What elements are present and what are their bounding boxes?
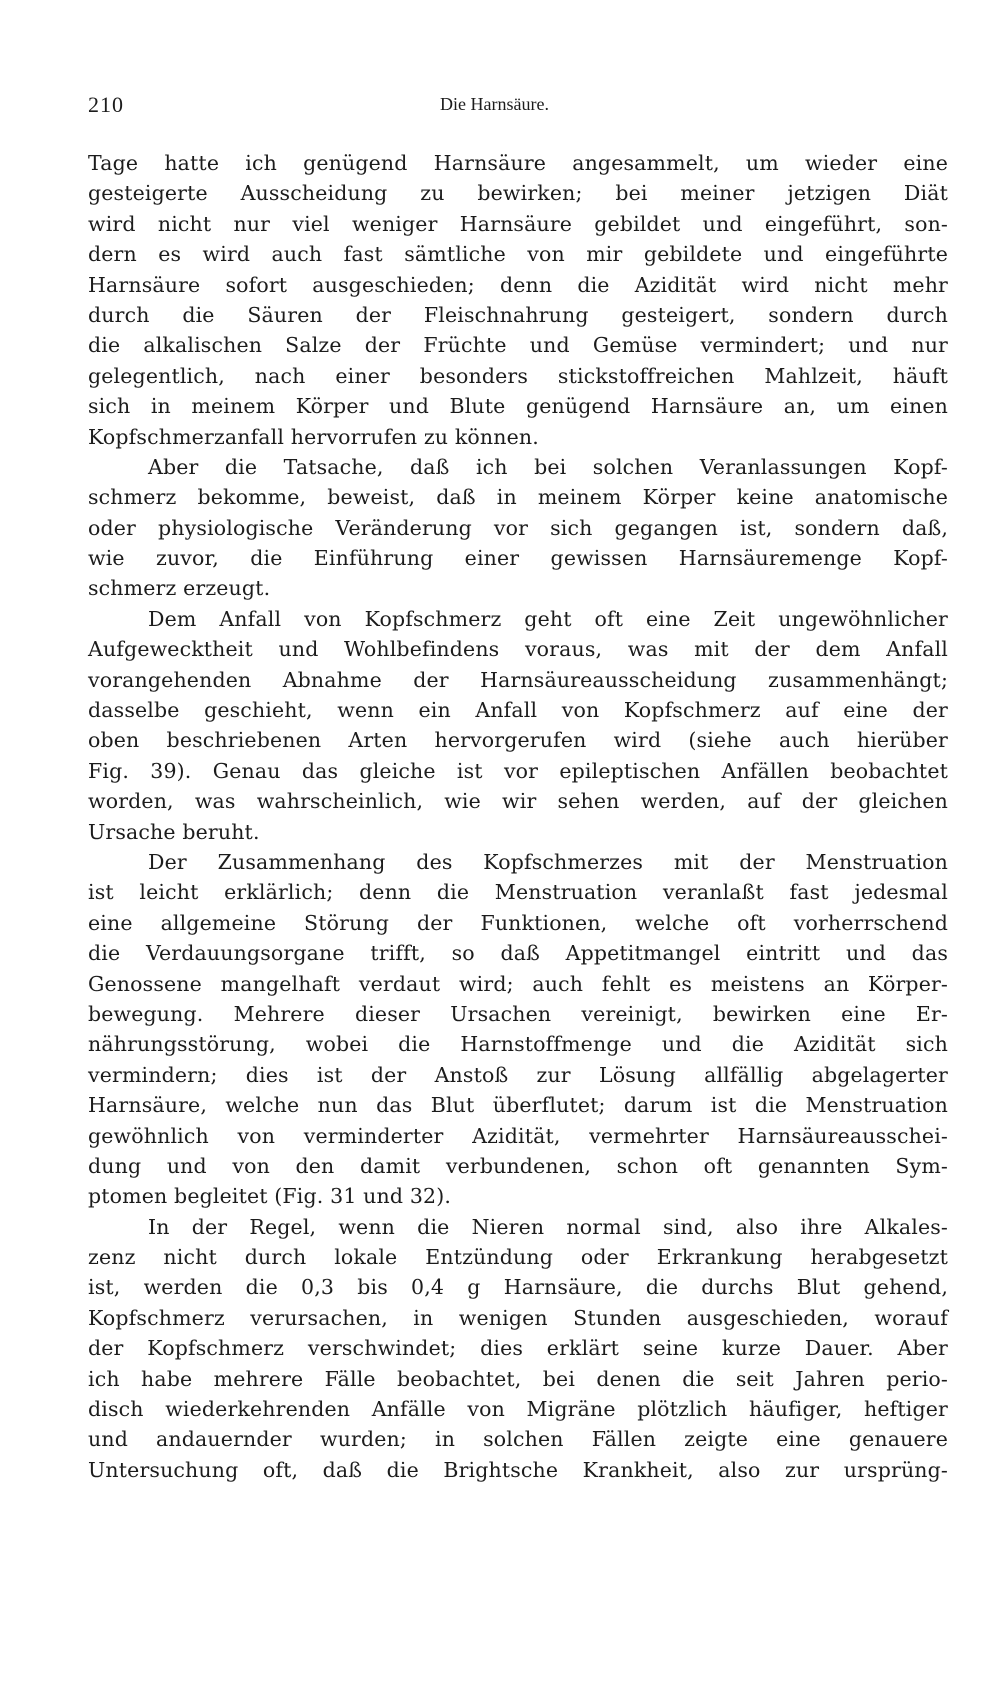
text-line: wie zuvor, die Einführung einer gewissen Harnsäuremenge Kopf- [88,546,948,571]
text-line: vorangehenden Abnahme der Harnsäureausscheidung zusammenhängt; [88,667,948,692]
text-line: Harnsäure, welche nun das Blut überflutet; darum ist die Menstruation [88,1093,948,1118]
text-line: Dem Anfall von Kopfschmerz geht oft eine Zeit ungewöhnlicher [148,606,948,631]
text-line: oben beschriebenen Arten hervorgerufen wird (siehe auch hierüber [88,728,948,753]
text-line: Harnsäure sofort ausgeschieden; denn die Azidität wird nicht mehr [88,272,948,297]
text-line: durch die Säuren der Fleischnahrung gesteigert, sondern durch [88,302,948,327]
text-line: Ursache beruht. [88,819,260,844]
text-line: Der Zusammenhang des Kopfschmerzes mit der Menstruation [148,849,948,874]
text-line: gewöhnlich von verminderter Azidität, vermehrter Harnsäureausschei- [88,1123,948,1148]
page-number: 210 [88,92,124,117]
text-line: oder physiologische Veränderung vor sich gegangen ist, sondern daß, [88,515,948,540]
text-line: bewegung. Mehrere dieser Ursachen vereinigt, bewirken eine Er- [88,1001,948,1026]
text-line: Aber die Tatsache, daß ich bei solchen Veranlassungen Kopf- [148,454,948,479]
paragraph [88,1212,948,1486]
paragraph [88,604,948,847]
paragraph [88,148,948,452]
text-line: ist, werden die 0,3 bis 0,4 g Harnsäure, die durchs Blut gehend, [88,1275,948,1300]
text-line: sich in meinem Körper und Blute genügend Harnsäure an, um einen [88,394,948,419]
paragraph [88,847,948,1212]
text-line: ich habe mehrere Fälle beobachtet, bei denen die seit Jahren perio- [88,1366,948,1391]
text-line: Kopfschmerzanfall hervorrufen zu können. [88,424,539,449]
text-line: zenz nicht durch lokale Entzündung oder Erkrankung herabgesetzt [88,1245,948,1270]
text-line: vermindern; dies ist der Anstoß zur Lösung allfällig abgelagerter [88,1062,948,1087]
text-line: Genossene mangelhaft verdaut wird; auch fehlt es meistens an Körper- [88,971,948,996]
text-line: dung und von den damit verbundenen, schon oft genannten Sym- [88,1153,948,1178]
running-title: Die Harnsäure. [440,94,549,114]
text-line: eine allgemeine Störung der Funktionen, welche oft vorherrschend [88,910,948,935]
text-line: schmerz bekomme, beweist, daß in meinem Körper keine anatomische [88,485,948,510]
page-header [88,92,648,122]
text-line: Aufgewecktheit und Wohlbefindens voraus, was mit der dem Anfall [88,637,948,662]
text-line: Tage hatte ich genügend Harnsäure angesammelt, um wieder eine [88,151,948,175]
text-line: disch wiederkehrenden Anfälle von Migräne plötzlich häufiger, heftiger [88,1397,948,1422]
text-line: die alkalischen Salze der Früchte und Gemüse vermindert; und nur [88,333,948,358]
text-line: worden, was wahrscheinlich, wie wir sehen werden, auf der gleichen [88,789,948,814]
text-line: schmerz erzeugt. [88,576,271,601]
text-line: In der Regel, wenn die Nieren normal sind, also ihre Alkales- [148,1214,948,1239]
text-line: gelegentlich, nach einer besonders stickstoffreichen Mahlzeit, häuft [88,363,948,388]
text-line: Untersuchung oft, daß die Brightsche Krankheit, also zur ursprüng- [88,1457,948,1482]
text-line: dern es wird auch fast sämtliche von mir gebildete und eingeführte [88,242,948,267]
body-text [88,148,948,1485]
text-line: wird nicht nur viel weniger Harnsäure gebildet und eingeführt, son- [88,211,948,236]
text-line: Fig. 39). Genau das gleiche ist vor epileptischen Anfällen beobachtet [88,758,948,783]
text-line: Kopfschmerz verursachen, in wenigen Stunden ausgeschieden, worauf [88,1305,948,1330]
text-line: gesteigerte Ausscheidung zu bewirken; bei meiner jetzigen Diät [88,181,948,206]
text-line: die Verdauungsorgane trifft, so daß Appetitmangel eintritt und das [88,941,948,966]
text-line: ist leicht erklärlich; denn die Menstruation veranlaßt fast jedesmal [88,880,948,905]
text-line: nährungsstörung, wobei die Harnstoffmenge und die Azidität sich [88,1032,948,1057]
text-line: ptomen begleitet (Fig. 31 und 32). [88,1184,452,1209]
text-line: und andauernder wurden; in solchen Fällen zeigte eine genauere [88,1427,948,1452]
text-line: der Kopfschmerz verschwindet; dies erklärt seine kurze Dauer. Aber [88,1336,948,1361]
paragraph [88,452,948,604]
text-line: dasselbe geschieht, wenn ein Anfall von Kopfschmerz auf eine der [88,698,948,723]
